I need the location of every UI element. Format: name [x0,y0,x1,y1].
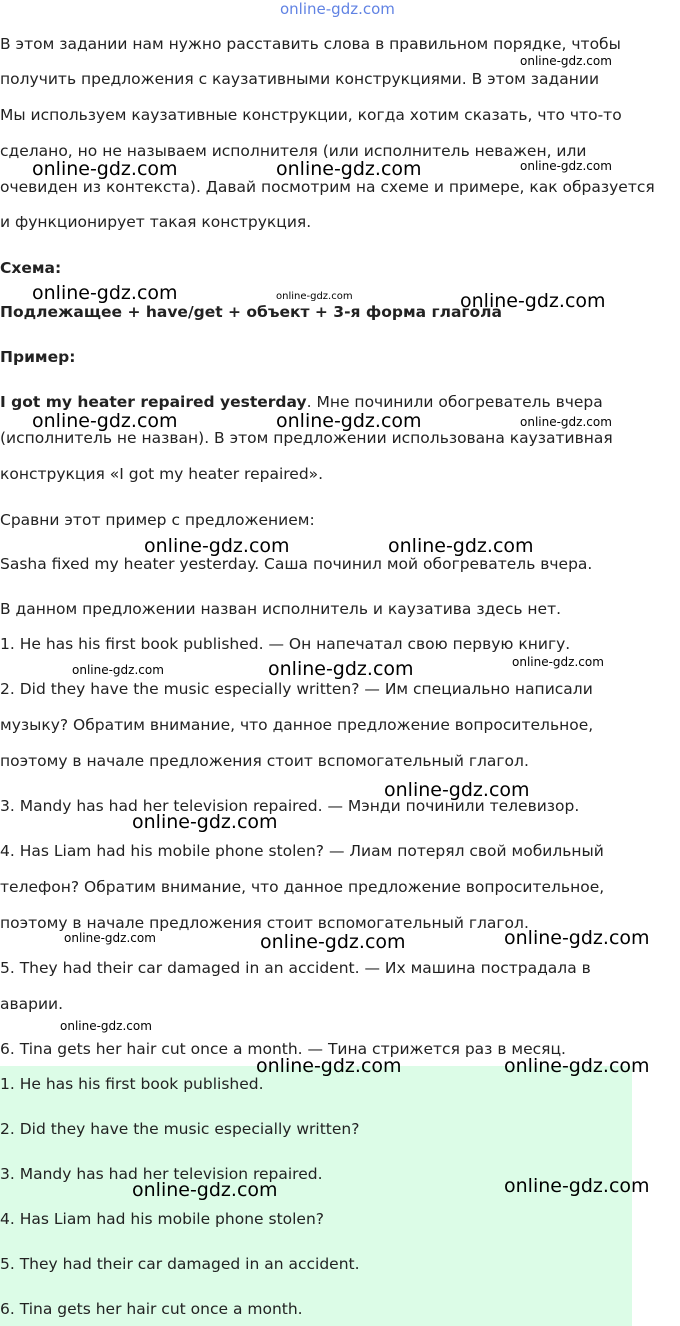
watermark: online-gdz.com [32,282,178,304]
watermark: online-gdz.com [276,291,353,302]
watermark: online-gdz.com [268,658,414,680]
answer-4: 4. Has Liam had his mobile phone stolen? [0,1210,325,1228]
watermark: online-gdz.com [504,1055,650,1077]
item-2-line-2: музыку? Обратим внимание, что данное предложение вопросительное, [0,716,594,734]
watermark: online-gdz.com [132,1179,278,1201]
watermark: online-gdz.com [388,535,534,557]
watermark: online-gdz.com [276,158,422,180]
watermark: online-gdz.com [520,54,612,68]
watermark: online-gdz.com [64,931,156,945]
watermark: online-gdz.com [504,927,650,949]
example-line-3: конструкция «I got my heater repaired». [0,465,324,483]
item-2-line-1: 2. Did they have the music especially written? — Им специально написали [0,680,593,698]
watermark: online-gdz.com [72,663,164,677]
scheme-formula: Подлежащее + have/get + объект + 3-я форма глагола [0,303,502,321]
watermark: online-gdz.com [144,535,290,557]
intro-line-1: В этом задании нам нужно расставить слова в правильном порядке, чтобы [0,35,621,53]
example-sentence: I got my heater repaired yesterday [0,393,307,411]
item-5-line-2: аварии. [0,995,64,1013]
scheme-label: Схема: [0,259,62,277]
item-4-line-3: поэтому в начале предложения стоит вспомогательный глагол. [0,914,529,932]
answer-6: 6. Tina gets her hair cut once a month. [0,1300,303,1318]
watermark: online-gdz.com [132,811,278,833]
watermark: online-gdz.com [60,1019,152,1033]
intro-line-2: получить предложения с каузативными конструкциями. В этом задании [0,70,600,88]
compare-note: В данном предложении назван исполнитель и каузатива здесь нет. [0,600,562,618]
watermark: online-gdz.com [504,1175,650,1197]
item-3: 3. Mandy has had her television repaired. — Мэнди починили телевизор. [0,797,580,815]
example-translation: . Мне починили обогреватель вчера [306,393,603,411]
watermark: online-gdz.com [512,655,604,669]
watermark: online-gdz.com [384,779,530,801]
watermark: online-gdz.com [256,1055,402,1077]
example-label: Пример: [0,348,76,366]
intro-line-5: очевиден из контекста). Давай посмотрим на схеме и примере, как образуется [0,178,655,196]
watermark-top: online-gdz.com [280,0,395,18]
intro-line-6: и функционирует такая конструкция. [0,213,312,231]
example-line-1 [0,392,603,412]
watermark: online-gdz.com [520,159,612,173]
answer-1: 1. He has his first book published. [0,1075,264,1093]
intro-line-4: сделано, но не называем исполнителя (или исполнитель неважен, или [0,142,587,160]
watermark: online-gdz.com [460,290,606,312]
item-6: 6. Tina gets her hair cut once a month. — Тина стрижется раз в месяц. [0,1040,566,1058]
answer-3: 3. Mandy has had her television repaired. [0,1165,323,1183]
watermark: online-gdz.com [520,415,612,429]
item-4-line-2: телефон? Обратим внимание, что данное предложение вопросительное, [0,878,605,896]
item-4-line-1: 4. Has Liam had his mobile phone stolen? — Лиам потерял свой мобильный [0,842,604,860]
compare-sentence: Sasha fixed my heater yesterday. Саша починил мой обогреватель вчера. [0,555,593,573]
watermark: online-gdz.com [276,410,422,432]
item-1: 1. He has his first book published. — Он напечатал свою первую книгу. [0,635,571,653]
example-line-2: (исполнитель не назван). В этом предложении использована каузативная [0,429,613,447]
answer-2: 2. Did they have the music especially written? [0,1120,360,1138]
intro-line-3: Мы используем каузативные конструкции, когда хотим сказать, что что-то [0,106,622,124]
watermark: online-gdz.com [32,158,178,180]
compare-intro: Сравни этот пример с предложением: [0,511,315,529]
watermark: online-gdz.com [32,410,178,432]
watermark: online-gdz.com [260,931,406,953]
item-5-line-1: 5. They had their car damaged in an accident. — Их машина пострадала в [0,959,591,977]
item-2-line-3: поэтому в начале предложения стоит вспомогательный глагол. [0,752,529,770]
answer-5: 5. They had their car damaged in an accident. [0,1255,360,1273]
